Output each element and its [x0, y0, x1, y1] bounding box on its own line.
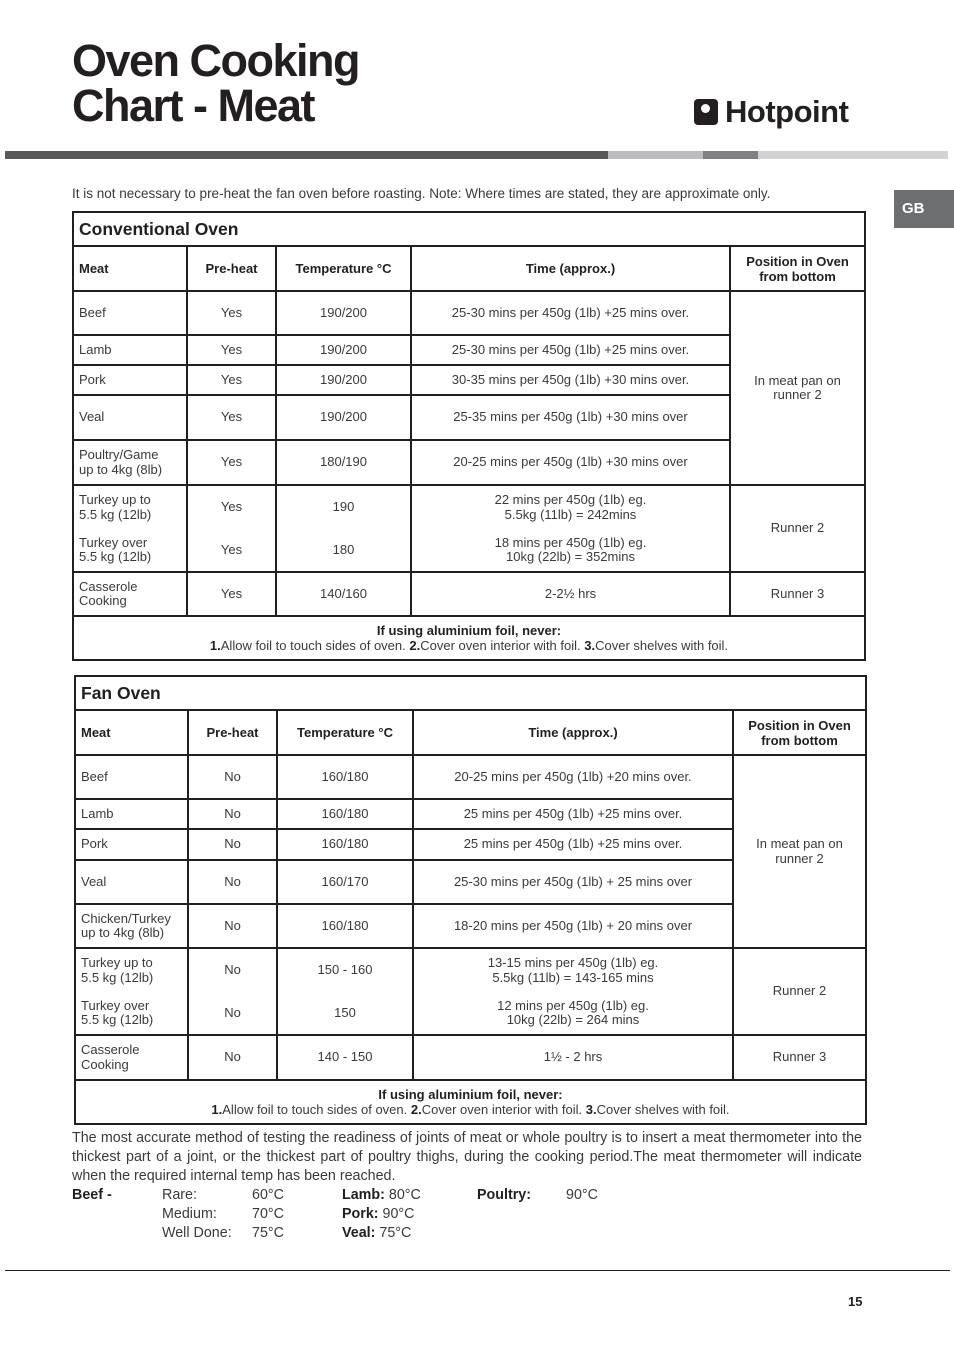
- table-row-preheat: No: [224, 917, 241, 933]
- brand-logo: [694, 96, 848, 128]
- table-row-temp: 190/200: [320, 341, 367, 357]
- table-row-temp: 160/180: [321, 836, 369, 852]
- welldone-value: 75°C: [252, 1225, 284, 1241]
- table-row-meat: Casserole Cooking: [81, 1042, 140, 1072]
- table-row-temp: 150: [334, 1004, 356, 1020]
- rare-value: 60°C: [252, 1187, 284, 1203]
- table-row-preheat: Yes: [220, 499, 243, 515]
- title-line-1: Oven Cooking: [72, 35, 360, 86]
- table-row-meat: Turkey over 5.5 kg (12lb): [81, 997, 154, 1027]
- table-row-time: 30-35 mins per 450g (1lb) +30 mins over.: [451, 371, 690, 387]
- table-row-preheat: No: [224, 1049, 241, 1065]
- table-row-meat: Beef: [81, 768, 108, 784]
- position-meat-pan: In meat pan on runner 2: [756, 836, 843, 866]
- table-row-meat: Lamb: [79, 341, 112, 357]
- table-row-time: 25-30 mins per 450g (1lb) +25 mins over.: [451, 304, 690, 320]
- col-header-time: Time (approx.): [528, 725, 618, 741]
- table-row-preheat: No: [224, 805, 241, 821]
- table-row-temp: 160/180: [321, 917, 369, 933]
- table-row-preheat: No: [224, 768, 241, 784]
- col-header-preheat: Pre-heat: [205, 261, 258, 277]
- table-row-meat: Poultry/Game up to 4kg (8lb): [79, 447, 163, 477]
- position-turkey: Runner 2: [770, 520, 825, 536]
- table-row-preheat: Yes: [220, 409, 243, 425]
- header-bar-dark: [5, 151, 608, 159]
- col-header-meat: Meat: [81, 725, 111, 741]
- col-header-position: Position in Oven from bottom: [748, 718, 851, 748]
- position-turkey: Runner 2: [772, 983, 827, 999]
- table-row-temp: 180: [332, 541, 355, 557]
- col-header-preheat: Pre-heat: [206, 725, 259, 741]
- brand-name: Hotpoint: [725, 94, 849, 129]
- table-row-temp: 190/200: [320, 409, 367, 425]
- table-row-time: 20-25 mins per 450g (1lb) +30 mins over: [453, 454, 688, 470]
- col-header-temperature: Temperature °C: [297, 725, 393, 741]
- table-row-temp: 190/200: [320, 371, 367, 387]
- fan-oven-table: [74, 675, 867, 1125]
- intro-text: It is not necessary to pre-heat the fan oven before roasting. Note: Where times are stated, they are approximate only.: [72, 186, 771, 201]
- footer-divider: [5, 1270, 950, 1271]
- table-row-time: 25 mins per 450g (1lb) +25 mins over.: [463, 805, 683, 821]
- fan-oven-title: Fan Oven: [76, 677, 865, 711]
- header-bar-mid: [703, 151, 758, 159]
- welldone-label: Well Done:: [162, 1225, 232, 1241]
- table-row-preheat: Yes: [220, 371, 243, 387]
- header-bar-light: [608, 151, 703, 159]
- table-row-preheat: No: [224, 873, 241, 889]
- pork-temp: Pork: 90°C: [342, 1206, 415, 1222]
- conventional-oven-table: [72, 211, 866, 661]
- table-row-time: 25-30 mins per 450g (1lb) + 25 mins over: [453, 873, 693, 889]
- poultry-value: 90°C: [566, 1187, 598, 1203]
- table-row-time: 18-20 mins per 450g (1lb) + 20 mins over: [453, 917, 693, 933]
- medium-label: Medium:: [162, 1206, 217, 1222]
- table-row-temp: 160/180: [321, 768, 369, 784]
- table-row-preheat: Yes: [220, 341, 243, 357]
- poultry-label: Poultry:: [477, 1187, 532, 1203]
- col-header-temperature: Temperature °C: [295, 261, 392, 277]
- table-row-time: 25 mins per 450g (1lb) +25 mins over.: [463, 836, 683, 852]
- position-casserole: Runner 3: [770, 585, 825, 601]
- title-line-2: Chart - Meat: [72, 80, 315, 131]
- table-row-meat: Turkey up to 5.5 kg (12lb): [79, 492, 152, 522]
- table-row-time: 18 mins per 450g (1lb) eg. 10kg (22lb) = 352mins: [494, 534, 647, 564]
- table-row-meat: Veal: [81, 873, 107, 889]
- lamb-temp: Lamb: 80°C: [342, 1187, 421, 1203]
- col-header-position: Position in Oven from bottom: [746, 254, 849, 284]
- table-row-temp: 190: [332, 499, 355, 515]
- table-row-temp: 160/170: [321, 873, 369, 889]
- table-row-meat: Casserole Cooking: [79, 578, 138, 608]
- beef-label: Beef -: [72, 1187, 112, 1203]
- table-row-temp: 140 - 150: [317, 1049, 373, 1065]
- table-row-temp: 190/200: [320, 304, 367, 320]
- conventional-oven-title: Conventional Oven: [74, 213, 864, 247]
- table-row-time: 25-35 mins per 450g (1lb) +30 mins over: [453, 409, 688, 425]
- table-row-meat: Pork: [81, 836, 108, 852]
- table-row-preheat: No: [224, 836, 241, 852]
- table-row-time: 12 mins per 450g (1lb) eg. 10kg (22lb) = 264 mins: [497, 997, 649, 1027]
- col-header-time: Time (approx.): [525, 261, 616, 277]
- foil-warning: If using aluminium foil, never: 1.Allow foil to touch sides of oven. 2.Cover oven interior with foil. 3.Cover shelves with foil.: [209, 623, 729, 653]
- table-row-preheat: Yes: [220, 454, 243, 470]
- col-header-meat: Meat: [79, 261, 109, 277]
- table-row-time: 2-2½ hrs: [544, 585, 597, 601]
- table-row-preheat: Yes: [220, 541, 243, 557]
- table-row-meat: Beef: [79, 304, 106, 320]
- table-row-meat: Pork: [79, 371, 106, 387]
- language-tab: GB: [894, 190, 954, 228]
- thermometer-paragraph: The most accurate method of testing the readiness of joints of meat or whole poultry is to insert a meat thermometer into the thickest part of a joint, or the thickest part of poultry thighs, during the cooking period.The meat thermometer will indicate when the required internal temp has been reached.: [72, 1130, 862, 1184]
- table-row-meat: Chicken/Turkey up to 4kg (8lb): [81, 910, 171, 940]
- table-row-time: 25-30 mins per 450g (1lb) +25 mins over.: [451, 341, 690, 357]
- table-row-temp: 140/160: [320, 585, 367, 601]
- table-row-meat: Veal: [79, 409, 105, 425]
- table-row-preheat: Yes: [220, 585, 243, 601]
- veal-temp: Veal: 75°C: [342, 1225, 412, 1241]
- page-number: 15: [848, 1294, 863, 1309]
- rare-label: Rare:: [162, 1187, 197, 1203]
- table-row-preheat: No: [224, 1004, 241, 1020]
- table-row-meat: Lamb: [81, 805, 114, 821]
- position-casserole: Runner 3: [772, 1049, 827, 1065]
- foil-warning: If using aluminium foil, never: 1.Allow foil to touch sides of oven. 2.Cover oven interior with foil. 3.Cover shelves with foil.: [211, 1087, 730, 1117]
- table-row-time: 20-25 mins per 450g (1lb) +20 mins over.: [454, 768, 692, 784]
- page-title: [72, 35, 360, 131]
- table-row-temp: 180/190: [320, 454, 367, 470]
- medium-value: 70°C: [252, 1206, 284, 1222]
- table-row-preheat: Yes: [220, 304, 243, 320]
- table-row-time: 22 mins per 450g (1lb) eg. 5.5kg (11lb) = 242mins: [494, 492, 647, 522]
- hotpoint-logo-icon: [694, 99, 718, 125]
- position-meat-pan: In meat pan on runner 2: [754, 372, 841, 402]
- table-row-time: 13-15 mins per 450g (1lb) eg. 5.5kg (11lb) = 143-165 mins: [487, 955, 659, 985]
- table-row-temp: 150 - 160: [317, 962, 373, 978]
- header-bar-light-2: [758, 151, 948, 159]
- table-row-temp: 160/180: [321, 805, 369, 821]
- table-row-time: 1½ - 2 hrs: [543, 1049, 603, 1065]
- table-row-meat: Turkey up to 5.5 kg (12lb): [81, 955, 154, 985]
- table-row-meat: Turkey over 5.5 kg (12lb): [79, 534, 152, 564]
- table-row-preheat: No: [224, 962, 241, 978]
